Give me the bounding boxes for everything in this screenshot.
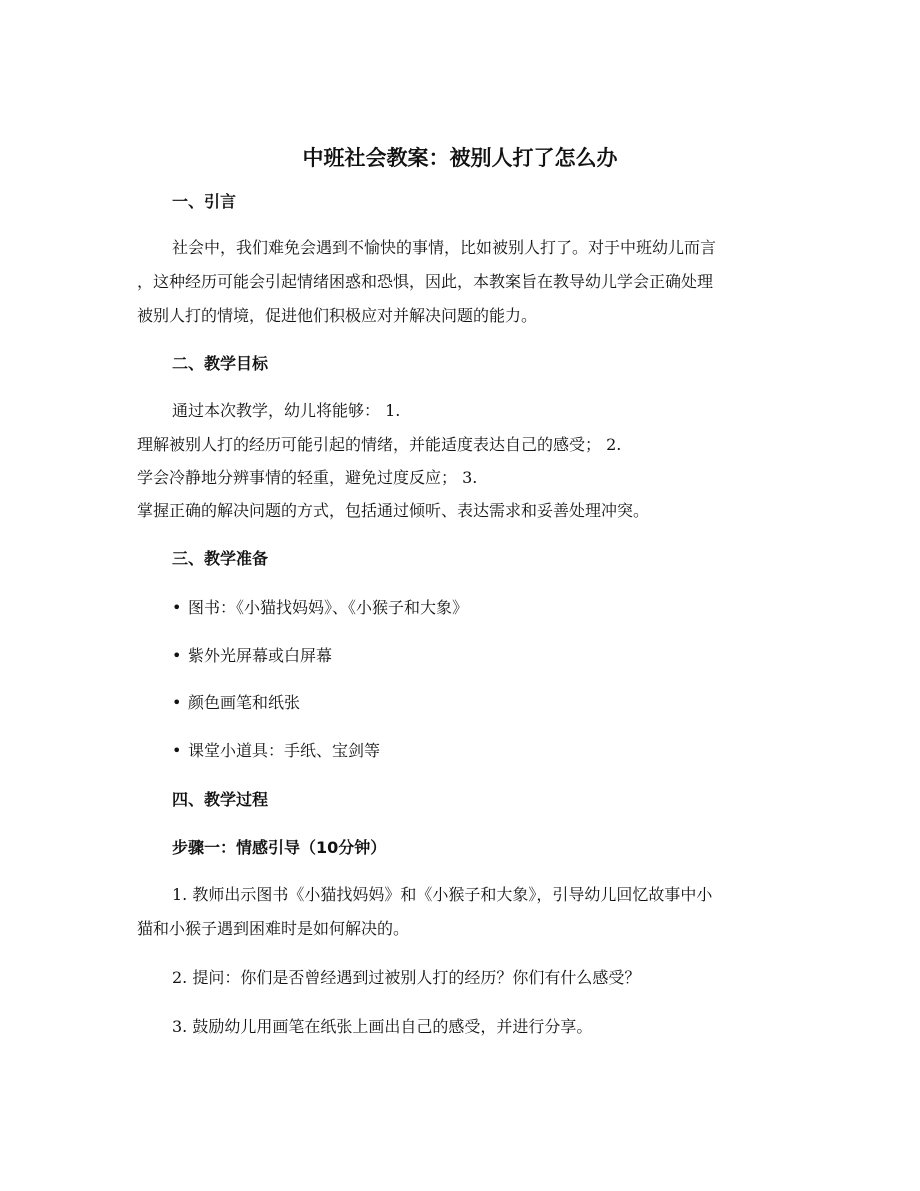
step1-heading: 步骤一：情感引导（10分钟）	[172, 838, 387, 857]
list-item	[172, 644, 332, 668]
step1-item-1-line-1: 1. 教师出示图书《小猫找妈妈》和《小猴子和大象》，引导幼儿回忆故事中小	[172, 885, 713, 904]
bullet-icon: •	[172, 741, 182, 760]
bullet-icon: •	[172, 646, 182, 665]
step1-item-1-line-2: 猫和小猴子遇到困难时是如何解决的。	[137, 919, 410, 938]
goals-line-2: 理解被别人打的经历可能引起的情绪，并能适度表达自己的感受； 2.	[137, 435, 622, 454]
intro-paragraph-line-3: 被别人打的情境，促进他们积极应对并解决问题的能力。	[137, 306, 538, 325]
intro-paragraph-line-1: 社会中，我们难免会遇到不愉快的事情，比如被别人打了。对于中班幼儿而言	[172, 238, 717, 257]
list-item-text: 图书：《小猫找妈妈》、《小猴子和大象》	[188, 598, 469, 617]
list-item	[172, 691, 300, 715]
page-title: 中班社会教案：被别人打了怎么办	[302, 146, 618, 170]
section-heading-intro: 一、引言	[172, 192, 237, 211]
goals-line-1: 通过本次教学，幼儿将能够： 1.	[172, 401, 401, 420]
goals-line-4: 掌握正确的解决问题的方式，包括通过倾听、表达需求和妥善处理冲突。	[137, 501, 650, 520]
list-item-text: 颜色画笔和纸张	[188, 693, 301, 712]
section-heading-process: 四、教学过程	[172, 790, 269, 809]
list-item-text: 紫外光屏幕或白屏幕	[188, 646, 333, 665]
bullet-icon: •	[172, 693, 182, 712]
step1-item-3: 3. 鼓励幼儿用画笔在纸张上画出自己的感受，并进行分享。	[172, 1017, 593, 1036]
list-item-text: 课堂小道具：手纸、宝剑等	[188, 741, 381, 760]
step1-item-2: 2. 提问：你们是否曾经遇到过被别人打的经历？你们有什么感受？	[172, 968, 641, 987]
list-item	[172, 739, 380, 763]
bullet-icon: •	[172, 598, 182, 617]
section-heading-goals: 二、教学目标	[172, 354, 269, 373]
goals-line-3: 学会冷静地分辨事情的轻重，避免过度反应； 3.	[137, 468, 478, 487]
intro-paragraph-line-2: ，这种经历可能会引起情绪困惑和恐惧，因此，本教案旨在教导幼儿学会正确处理	[137, 272, 714, 291]
section-heading-prep: 三、教学准备	[172, 549, 269, 568]
list-item	[172, 596, 468, 620]
